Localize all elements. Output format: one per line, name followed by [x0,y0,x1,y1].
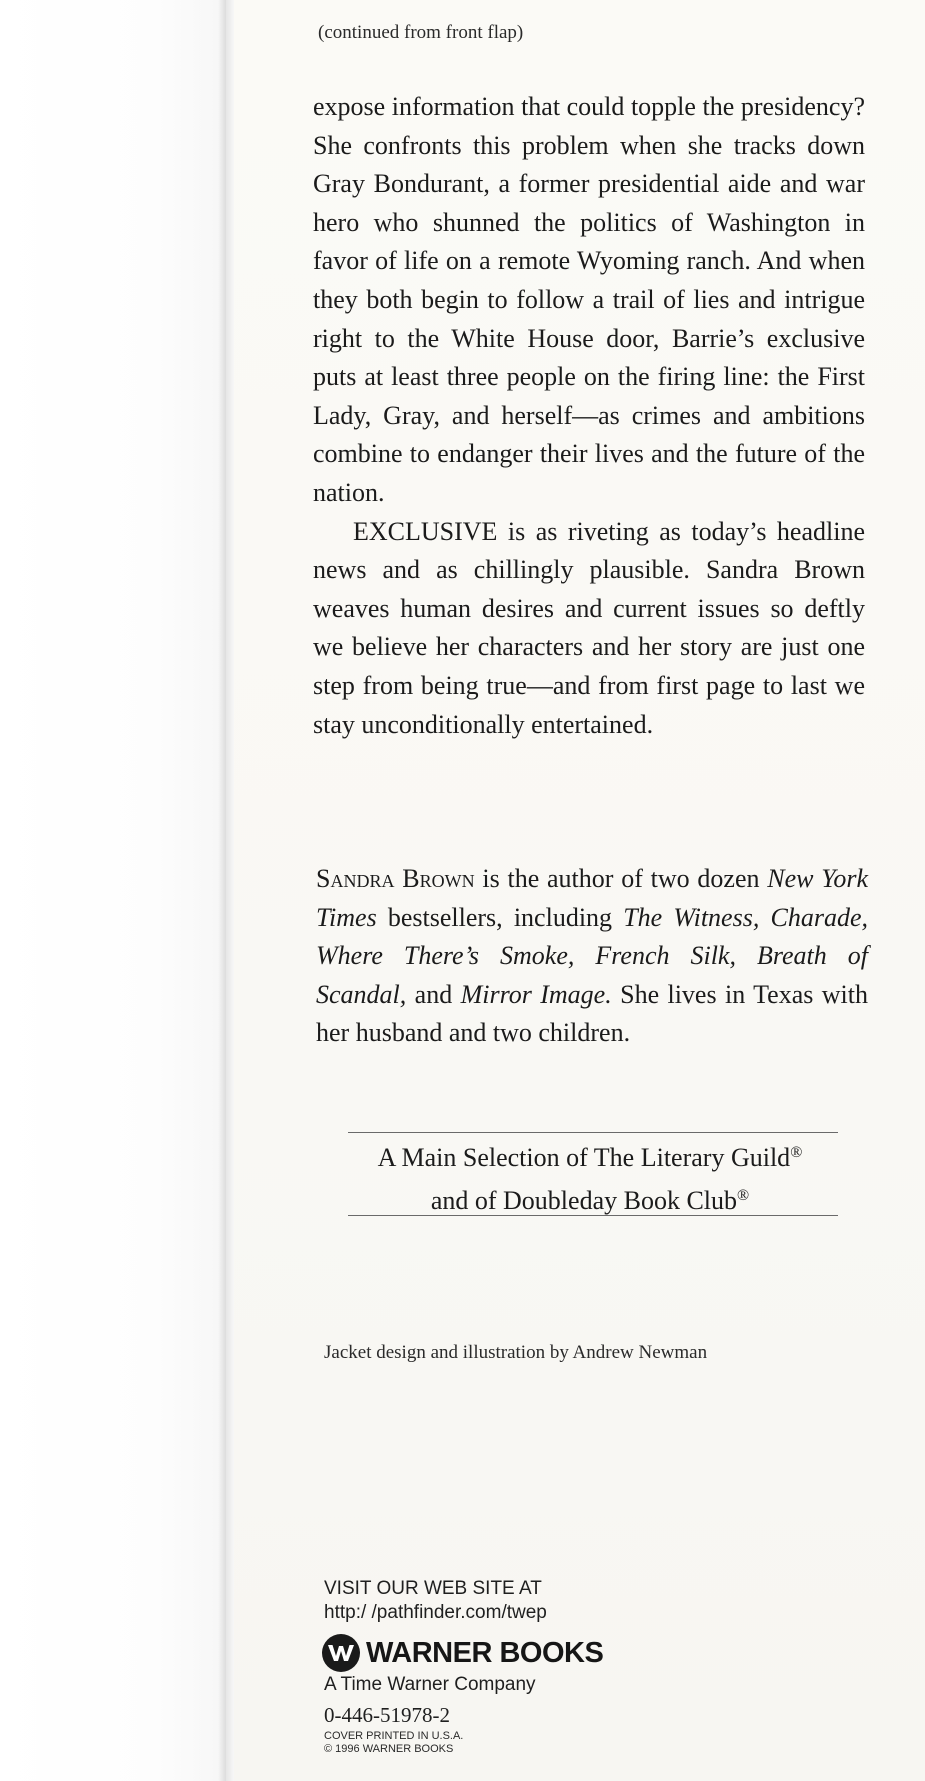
divider-rule [348,1132,838,1133]
bio-text: bestsellers, including [376,902,624,932]
bio-separator [736,941,757,970]
website-url[interactable]: http:/ /pathfinder.com/twep [324,1602,547,1623]
bio-text: She lives in Texas with her husband and two children. [316,979,868,1048]
bio-title: Breath of Scandal, [316,941,869,1009]
bio-title: New York Times [316,864,868,932]
bio-text: and [406,979,461,1009]
flap-paragraph: EXCLUSIVE is as riveting as today’s headline news and as chillingly plausible. Sandra Brown weaves human desires and current issues so deftly we believe her characters and her story are just one step from being true—and from first page to last we stay unconditionally entertained. [313,516,865,739]
flap-body-text [313,88,865,744]
bio-title: The Witness, [623,902,760,932]
registered-mark: ® [737,1187,750,1204]
print-info [324,1730,463,1756]
bio-title: Where There’s Smoke, [316,941,575,971]
author-name: Sandra Brown [316,864,475,893]
website-notice [324,1577,547,1625]
selection-line: A Main Selection of The Literary Guild® [377,1143,803,1172]
bio-separator [759,903,770,932]
selection-line: and of Doubleday Book Club® [430,1186,750,1215]
registered-mark: ® [790,1144,803,1161]
printed-in: COVER PRINTED IN U.S.A. [324,1730,464,1742]
continued-note: (continued from front flap) [318,22,524,43]
bio-separator [574,941,595,970]
isbn: 0-446-51978-2 [324,1703,450,1727]
website-label: VISIT OUR WEB SITE AT [324,1578,542,1599]
author-bio [316,860,868,1053]
publisher-name: WARNER BOOKS [366,1636,604,1669]
publisher-logo [322,1633,603,1673]
bio-text: is the author of two dozen [474,864,768,893]
parent-company: A Time Warner Company [324,1674,536,1695]
warner-books-w-logo-icon [322,1634,360,1672]
divider-rule [348,1215,838,1216]
bio-title: Charade, [770,902,869,932]
copyright: © 1996 WARNER BOOKS [324,1743,454,1755]
flap-paragraph: expose information that could topple the presidency? She confronts this problem when she tracks down Gray Bondurant, a former presidential aide and war hero who shunned the politics of Washington in favor of life on a remote Wyoming ranch. And when they both begin to follow a trail of lies and intrigue right to the White House door, Barrie’s exclusive puts at least three people on the firing line: the First Lady, Gray, and herself—as crimes and ambitions combine to endanger their lives and the future of the nation. [313,92,865,507]
bio-title: Mirror Image. [460,979,612,1009]
scan-background-left [0,0,226,1781]
jacket-credit: Jacket design and illustration by Andrew Newman [324,1342,708,1363]
book-club-selection [340,1134,840,1220]
bio-title: French Silk, [595,941,736,971]
